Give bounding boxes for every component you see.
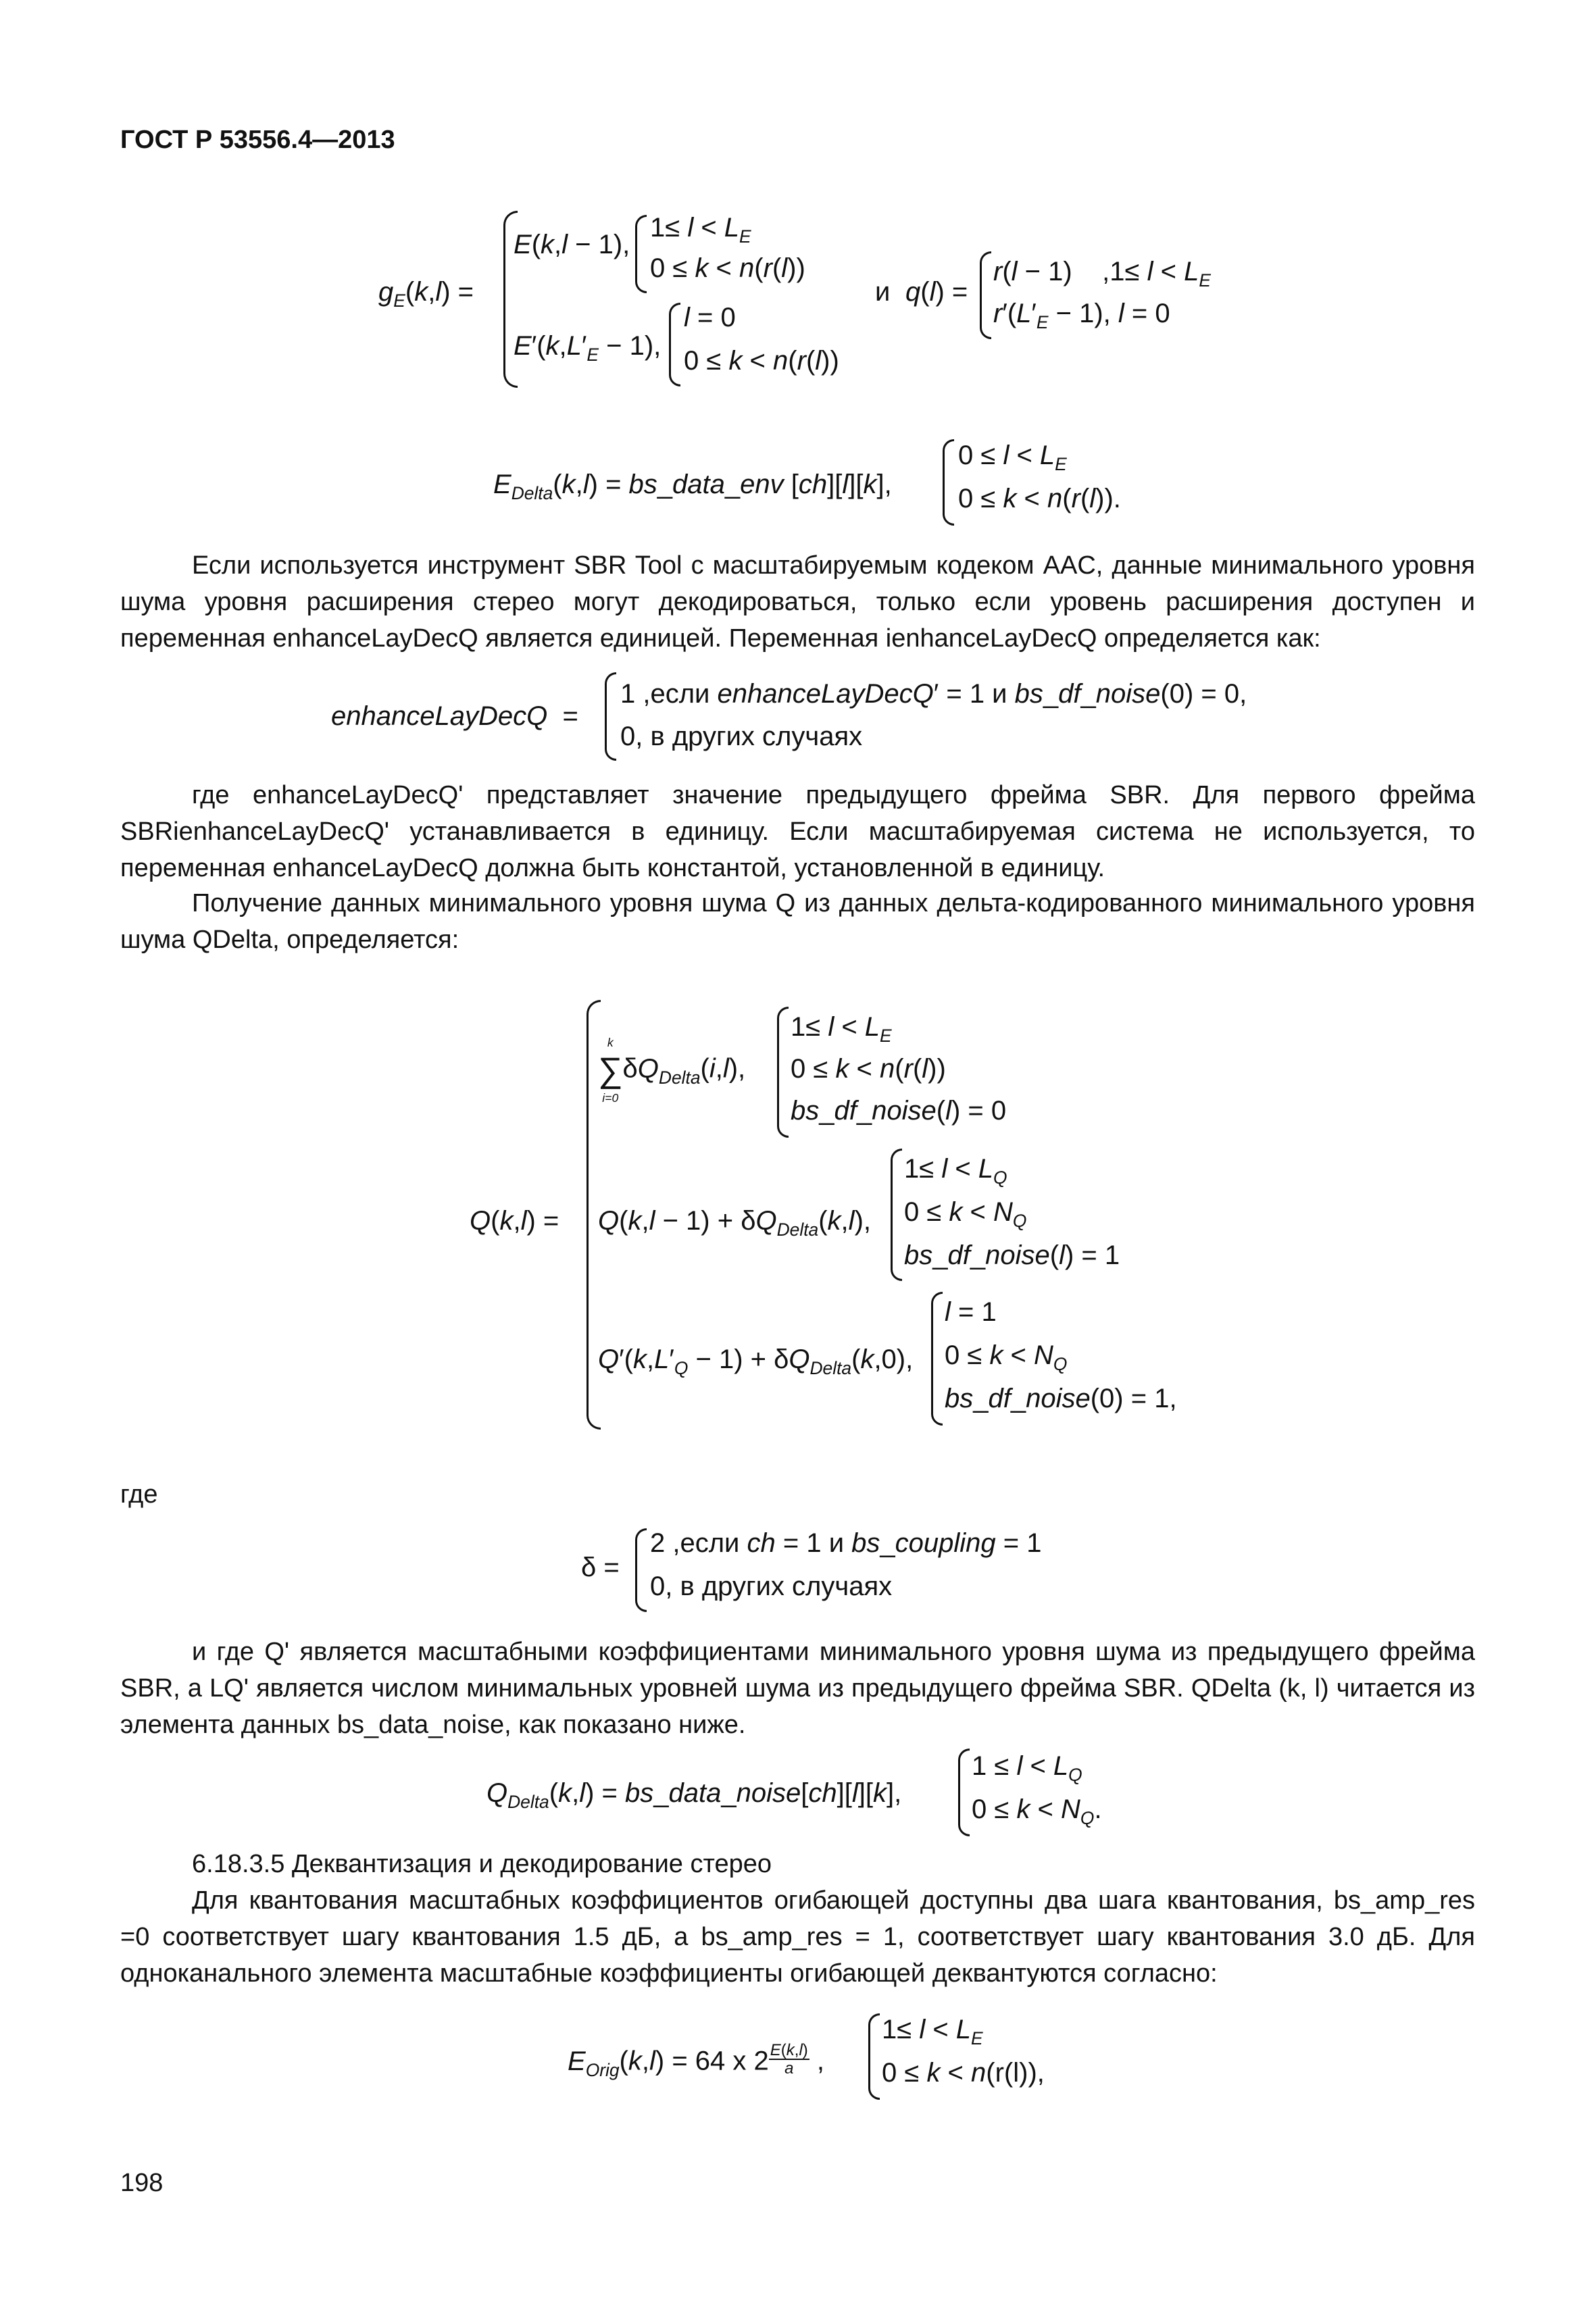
paragraph-3: Получение данных минимального уровня шума Q из данных дельта-кодированного минимального уровня шума QDelta, определяется:: [120, 889, 1475, 954]
Q-case2-c2: $0 \le k < N_Q$: [904, 1197, 1027, 1232]
EOrig-c1: $1\le l < L_E$: [882, 2015, 983, 2049]
enhance-c1: 1 ,если enhanceLayDecQ′ = 1 и bs_df_noise(0) = 0,: [620, 679, 1247, 709]
delta-c2: 0, в других случаях: [650, 1571, 893, 1601]
section-heading: 6.18.3.5 Деквантизация и декодирование стерео: [192, 1850, 772, 1878]
enhance-brace: [605, 672, 616, 761]
Q-case2-expr: $Q(k,l - 1) + \delta Q_{Delta}(k,l)$,: [598, 1206, 871, 1240]
Q-case1-expr: k ∑ i=0 $\delta Q_{Delta}(i,l)$,: [598, 1036, 746, 1105]
paragraph-1: Если используется инструмент SBR Tool с масштабируемым кодеком AAC, данные минимального уровня шума уровня расширения стерео могут декодироваться, только если уровень расширения доступен и переменная enhanceLayDecQ является единицей. Переменная ienhanceLayDecQ определяется как:: [120, 551, 1475, 653]
delta-c1: 2 ,если ch = 1 и bs_coupling = 1: [650, 1528, 1042, 1558]
Q-lhs: Q(k,l) =: [470, 1206, 559, 1236]
Q-case3-brace: [931, 1292, 943, 1426]
Q-case3-expr: $Q'(k,L'_Q - 1) + \delta Q_{Delta}(k,0)$,: [598, 1344, 914, 1379]
Q-case1-c3: bs_df_noise(l) = 0: [791, 1096, 1007, 1126]
Q-case3-c2: $0 \le k < N_Q$: [945, 1340, 1068, 1375]
EDelta-brace: [943, 439, 954, 526]
paragraph-2: где enhanceLayDecQ' представляет значение предыдущего фрейма SBR. Для первого фрейма SBRienhanceLayDecQ' устанавливается в единицу. Если масштабируемая система не используется, то переменная enhanceLayDecQ должна быть константой, установленной в единицу.: [120, 781, 1475, 882]
gE-and: и: [875, 277, 891, 307]
gE-lhs: $g_E(k,l)$ =: [378, 277, 474, 311]
EOrig-c2: 0 ≤ k < n(r(l)),: [882, 2058, 1045, 2088]
QDelta-c2: $0 \le k < N_Q$.: [972, 1794, 1102, 1829]
Q-case1-brace: [777, 1007, 789, 1138]
q-lhs: q(l) =: [905, 277, 968, 307]
EDelta-lhs: $E_{Delta}(k,l)$ = bs_data_env [ch][l][k],: [493, 470, 892, 504]
enhance-lhs: enhanceLayDecQ =: [331, 701, 578, 731]
EDelta-c2: 0 ≤ k < n(r(l)).: [958, 484, 1121, 513]
paragraph-4: где: [120, 1480, 158, 1509]
gE-case2-c2: 0 ≤ k < n(r(l)): [684, 346, 839, 376]
enhance-c2: 0, в других случаях: [620, 722, 863, 751]
EOrig-brace: [868, 2013, 880, 2100]
QDelta-lhs: $Q_{Delta}(k,l)$ = bs_data_noise[ch][l][k],: [487, 1778, 902, 1813]
gE-case1-expr: E(k,l − 1),: [514, 230, 630, 259]
gE-case2-expr: $E'(k,L'_E - 1)$,: [514, 331, 662, 366]
Q-case1-c1: $1\le l < L_E$: [791, 1012, 892, 1047]
q-c1: r(l − 1) $,1\le l < L_E$: [993, 257, 1211, 291]
Q-case2-c1: $1\le l < L_Q$: [904, 1154, 1007, 1188]
Q-case3-c3: bs_df_noise(0) = 1,: [945, 1384, 1177, 1413]
QDelta-c1: $1 \le l < L_Q$: [972, 1751, 1082, 1786]
Q-case1-c2: 0 ≤ k < n(r(l)): [791, 1054, 946, 1084]
EDelta-c1: $0 \le l < L_E$: [958, 441, 1067, 475]
q-c2: $r'(L'_E - 1)$, l = 0: [993, 299, 1170, 333]
page-number: 198: [120, 2169, 164, 2197]
EOrig-lhs: $E_{Orig}(k,l) = 64$ x 2 $\frac{E(k,l)}{a}$ ,: [568, 2041, 825, 2080]
document-header: ГОСТ Р 53556.4—2013: [120, 126, 395, 154]
gE-case2-c1: l = 0: [684, 303, 736, 332]
Q-case2-brace: [891, 1149, 902, 1281]
paragraph-6: Для квантования масштабных коэффициентов огибающей доступны два шага квантования, bs_amp_res =0 соответствует шагу квантования 1.5 дБ, а bs_amp_res = 1, соответствует шагу квантования 3.0 дБ. Для одноканального элемента масштабные коэффициенты огибающей деквантуются согласно:: [120, 1886, 1475, 1988]
delta-lhs: δ =: [581, 1553, 620, 1582]
QDelta-brace: [958, 1749, 970, 1836]
gE-case1-brace: [635, 215, 647, 293]
gE-case1-c1: $1\le l < L_E$: [650, 213, 751, 247]
delta-brace: [635, 1528, 647, 1612]
gE-case1-c2: 0 ≤ k < n(r(l)): [650, 253, 805, 283]
q-brace: [980, 251, 991, 339]
gE-case2-brace: [669, 303, 680, 386]
paragraph-5: и где Q' является масштабными коэффициентами минимального уровня шума из предыдущего фрейма SBR, а LQ' является числом минимальных уровней шума из предыдущего фрейма SBR. QDelta (k, l) читается из элемента данных bs_data_noise, как показано ниже.: [120, 1638, 1475, 1739]
Q-case3-c1: l = 1: [945, 1297, 997, 1327]
Q-case2-c3: bs_df_noise(l) = 1: [904, 1240, 1120, 1270]
